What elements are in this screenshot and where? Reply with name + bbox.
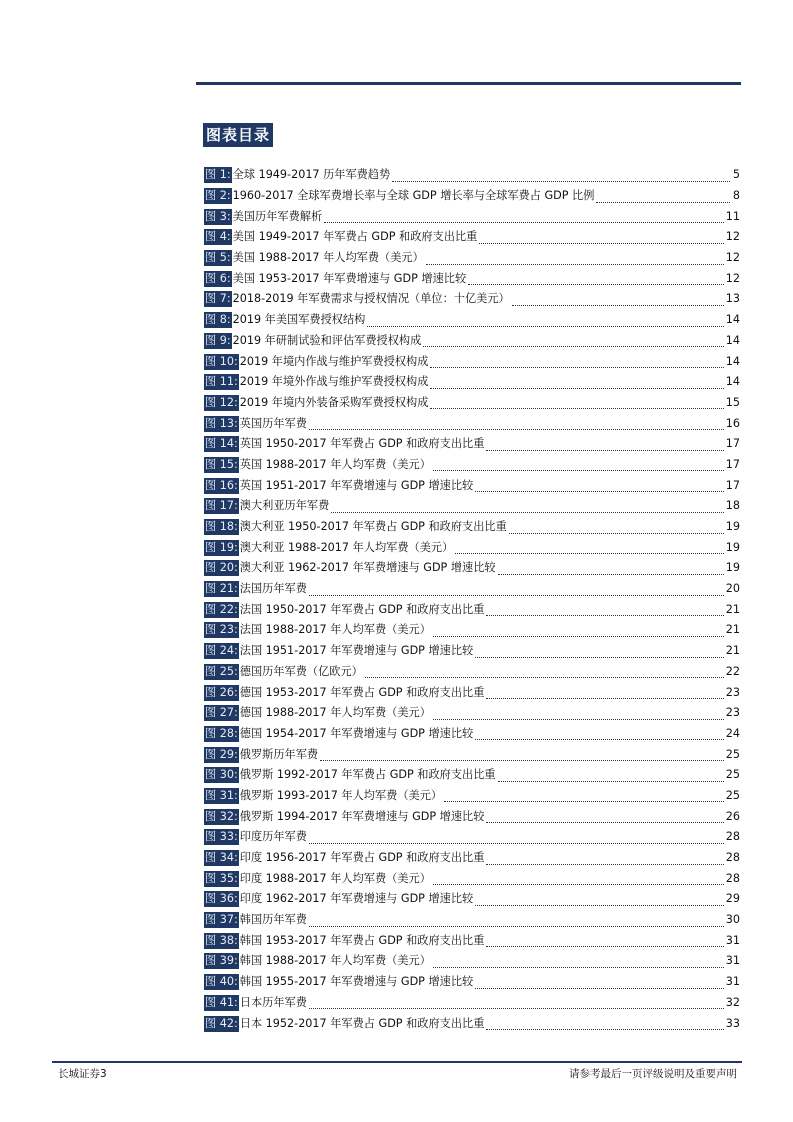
dot-leader	[430, 398, 723, 409]
toc-list	[204, 165, 740, 1034]
page-number: 22	[725, 664, 740, 678]
page-number: 13	[725, 292, 740, 306]
page-number: 11	[725, 209, 740, 223]
page-number: 21	[725, 644, 740, 658]
entry-title: 美国 1953-2017 年军费增速与 GDP 增速比较	[232, 271, 467, 285]
entry-title: 德国 1954-2017 年军费增速与 GDP 增速比较	[239, 726, 474, 740]
toc-entry[interactable]	[204, 744, 740, 765]
entry-title: 印度历年军费	[239, 830, 307, 844]
page-number: 8	[732, 189, 740, 203]
dot-leader	[365, 667, 724, 678]
toc-entry[interactable]	[204, 765, 740, 786]
page-number: 25	[725, 768, 740, 782]
page-number: 16	[725, 416, 740, 430]
toc-entry[interactable]	[204, 786, 740, 807]
entry-title: 2019 年境外作战与维护军费授权构成	[239, 375, 429, 389]
page-number: 31	[725, 975, 740, 989]
page-number: 20	[725, 582, 740, 596]
figure-label: 图 22:	[205, 602, 238, 616]
figure-label: 图 37:	[205, 913, 238, 927]
entry-title: 澳大利亚 1950-2017 年军费占 GDP 和政府支出比重	[239, 520, 507, 534]
dot-leader	[433, 709, 724, 720]
toc-entry[interactable]	[204, 1013, 740, 1034]
toc-entry[interactable]	[204, 434, 740, 455]
toc-entry[interactable]	[204, 393, 740, 414]
figure-label: 图 30:	[205, 768, 238, 782]
figure-label: 图 1:	[205, 168, 231, 182]
entry-title: 英国 1988-2017 年人均军费（美元）	[239, 457, 431, 471]
page-number: 5	[732, 168, 740, 182]
dot-leader	[433, 460, 724, 471]
dot-leader	[475, 729, 724, 740]
dot-leader	[475, 647, 724, 658]
page-number: 25	[725, 788, 740, 802]
toc-entry[interactable]	[204, 993, 740, 1014]
dot-leader	[309, 916, 724, 927]
page-number: 12	[725, 271, 740, 285]
figure-label: 图 38:	[205, 933, 238, 947]
toc-entry[interactable]	[204, 682, 740, 703]
entry-title: 美国 1988-2017 年人均军费（美元）	[232, 251, 424, 265]
figure-label: 图 23:	[205, 623, 238, 637]
figure-label: 图 12:	[205, 395, 238, 409]
entry-title: 韩国历年军费	[239, 913, 307, 927]
toc-entry[interactable]	[204, 620, 740, 641]
dot-leader	[486, 812, 723, 823]
dot-leader	[433, 626, 724, 637]
toc-entry[interactable]	[204, 351, 740, 372]
page-number: 28	[725, 851, 740, 865]
page-number: 17	[725, 437, 740, 451]
figure-label: 图 3:	[205, 209, 231, 223]
figure-label: 图 8:	[205, 313, 231, 327]
figure-label: 图 24:	[205, 644, 238, 658]
figure-label: 图 42:	[205, 1016, 238, 1030]
dot-leader	[392, 171, 730, 182]
page-number: 19	[725, 561, 740, 575]
figure-label: 图 40:	[205, 975, 238, 989]
page-number: 18	[725, 499, 740, 513]
figure-label: 图 2:	[205, 189, 231, 203]
entry-title: 法国 1988-2017 年人均军费（美元）	[239, 623, 431, 637]
figure-label: 图 28:	[205, 726, 238, 740]
entry-title: 2019 年研制试验和评估军费授权构成	[232, 333, 422, 347]
figure-label: 图 17:	[205, 499, 238, 513]
figure-label: 图 25:	[205, 664, 238, 678]
entry-title: 全球 1949-2017 历年军费趋势	[232, 168, 391, 182]
page-number: 17	[725, 457, 740, 471]
toc-entry[interactable]	[204, 475, 740, 496]
dot-leader	[367, 316, 723, 327]
dot-leader	[498, 771, 724, 782]
toc-entry[interactable]	[204, 289, 740, 310]
figure-label: 图 41:	[205, 995, 238, 1009]
toc-entry[interactable]	[204, 310, 740, 331]
entry-title: 俄罗斯 1992-2017 年军费占 GDP 和政府支出比重	[239, 768, 496, 782]
figure-label: 图 5:	[205, 251, 231, 265]
dot-leader	[430, 378, 723, 389]
toc-entry[interactable]	[204, 724, 740, 745]
toc-entry[interactable]	[204, 331, 740, 352]
toc-entry[interactable]	[204, 455, 740, 476]
dot-leader	[479, 233, 723, 244]
page-number: 28	[725, 871, 740, 885]
entry-title: 德国 1988-2017 年人均军费（美元）	[239, 706, 431, 720]
entry-title: 韩国 1988-2017 年人均军费（美元）	[239, 954, 431, 968]
entry-title: 英国 1950-2017 年军费占 GDP 和政府支出比重	[239, 437, 485, 451]
entry-title: 俄罗斯 1993-2017 年人均军费（美元）	[239, 788, 443, 802]
figure-label: 图 35:	[205, 871, 238, 885]
entry-title: 2018-2019 年军费需求与授权情况（单位：十亿美元）	[232, 292, 510, 306]
page-number: 17	[725, 478, 740, 492]
toc-entry[interactable]	[204, 910, 740, 931]
dot-leader	[433, 957, 724, 968]
toc-entry[interactable]	[204, 268, 740, 289]
toc-entry[interactable]	[204, 186, 740, 207]
toc-entry[interactable]	[204, 496, 740, 517]
page-number: 28	[725, 830, 740, 844]
entry-title: 法国 1950-2017 年军费占 GDP 和政府支出比重	[239, 602, 485, 616]
toc-entry[interactable]	[204, 248, 740, 269]
figure-label: 图 31:	[205, 788, 238, 802]
page-number: 19	[725, 520, 740, 534]
dot-leader	[309, 585, 724, 596]
toc-entry[interactable]	[204, 165, 740, 186]
toc-entry[interactable]	[204, 868, 740, 889]
dot-leader	[498, 564, 724, 575]
toc-entry[interactable]	[204, 806, 740, 827]
page-number: 19	[725, 540, 740, 554]
figure-label: 图 20:	[205, 561, 238, 575]
entry-title: 日本历年军费	[239, 995, 307, 1009]
dot-leader	[486, 1019, 723, 1030]
dot-leader	[426, 254, 724, 265]
figure-label: 图 14:	[205, 437, 238, 451]
figure-label: 图 10:	[205, 354, 238, 368]
toc-entry[interactable]	[204, 930, 740, 951]
toc-entry[interactable]	[204, 641, 740, 662]
figure-label: 图 6:	[205, 271, 231, 285]
entry-title: 1960-2017 全球军费增长率与全球 GDP 增长率与全球军费占 GDP 比例	[232, 189, 595, 203]
entry-title: 俄罗斯 1994-2017 年军费增速与 GDP 增速比较	[239, 809, 485, 823]
dot-leader	[475, 978, 724, 989]
toc-entry[interactable]	[204, 972, 740, 993]
figure-label: 图 4:	[205, 230, 231, 244]
dot-leader	[444, 791, 724, 802]
entry-title: 韩国 1955-2017 年军费增速与 GDP 增速比较	[239, 975, 474, 989]
toc-entry[interactable]	[204, 703, 740, 724]
page-number: 24	[725, 726, 740, 740]
figure-label: 图 29:	[205, 747, 238, 761]
page-number: 14	[725, 333, 740, 347]
figure-label: 图 27:	[205, 706, 238, 720]
entry-title: 英国 1951-2017 年军费增速与 GDP 增速比较	[239, 478, 474, 492]
figure-label: 图 34:	[205, 851, 238, 865]
toc-entry[interactable]	[204, 599, 740, 620]
dot-leader	[475, 481, 724, 492]
dot-leader	[486, 688, 723, 699]
page-number: 21	[725, 623, 740, 637]
dot-leader	[509, 523, 724, 534]
dot-leader	[423, 336, 723, 347]
dot-leader	[331, 502, 723, 513]
entry-title: 法国 1951-2017 年军费增速与 GDP 增速比较	[239, 644, 474, 658]
dot-leader	[309, 998, 724, 1009]
page-number: 15	[725, 395, 740, 409]
figure-label: 图 11:	[205, 375, 238, 389]
figure-label: 图 15:	[205, 457, 238, 471]
dot-leader	[430, 357, 723, 368]
figure-label: 图 19:	[205, 540, 238, 554]
entry-title: 德国 1953-2017 年军费占 GDP 和政府支出比重	[239, 685, 485, 699]
entry-title: 韩国 1953-2017 年军费占 GDP 和政府支出比重	[239, 933, 485, 947]
dot-leader	[512, 295, 724, 306]
toc-entry[interactable]	[204, 662, 740, 683]
dot-leader	[468, 274, 724, 285]
page-number: 31	[725, 954, 740, 968]
toc-entry[interactable]	[204, 827, 740, 848]
toc-entry[interactable]	[204, 227, 740, 248]
entry-title: 2019 年美国军费授权结构	[232, 313, 366, 327]
page-number: 32	[725, 995, 740, 1009]
entry-title: 法国历年军费	[239, 582, 307, 596]
page-number: 12	[725, 230, 740, 244]
toc-entry[interactable]	[204, 951, 740, 972]
entry-title: 印度 1956-2017 年军费占 GDP 和政府支出比重	[239, 851, 485, 865]
entry-title: 美国历年军费解析	[232, 209, 323, 223]
dot-leader	[324, 212, 724, 223]
toc-entry[interactable]	[204, 558, 740, 579]
entry-title: 2019 年境内作战与维护军费授权构成	[239, 354, 429, 368]
entry-title: 美国 1949-2017 年军费占 GDP 和政府支出比重	[232, 230, 478, 244]
entry-title: 俄罗斯历年军费	[239, 747, 319, 761]
figure-label: 图 21:	[205, 582, 238, 596]
dot-leader	[596, 192, 730, 203]
entry-title: 英国历年军费	[239, 416, 307, 430]
figure-label: 图 18:	[205, 520, 238, 534]
page-number: 29	[725, 892, 740, 906]
page-number: 25	[725, 747, 740, 761]
entry-title: 澳大利亚 1962-2017 年军费增速与 GDP 增速比较	[239, 561, 496, 575]
toc-entry[interactable]	[204, 413, 740, 434]
toc-entry[interactable]	[204, 537, 740, 558]
toc-entry[interactable]	[204, 579, 740, 600]
toc-entry[interactable]	[204, 372, 740, 393]
toc-title: 图表目录	[203, 123, 273, 147]
page-number: 12	[725, 251, 740, 265]
entry-title: 澳大利亚历年军费	[239, 499, 330, 513]
dot-leader	[455, 543, 723, 554]
page-number: 14	[725, 375, 740, 389]
entry-title: 日本 1952-2017 年军费占 GDP 和政府支出比重	[239, 1016, 485, 1030]
page-number: 31	[725, 933, 740, 947]
footer-rule	[52, 1061, 742, 1063]
figure-label: 图 36:	[205, 892, 238, 906]
page-number: 14	[725, 354, 740, 368]
entry-title: 2019 年境内外装备采购军费授权构成	[239, 395, 429, 409]
toc-entry[interactable]	[204, 889, 740, 910]
entry-title: 澳大利亚 1988-2017 年人均军费（美元）	[239, 540, 454, 554]
figure-label: 图 33:	[205, 830, 238, 844]
entry-title: 印度 1988-2017 年人均军费（美元）	[239, 871, 431, 885]
page-number: 23	[725, 685, 740, 699]
figure-label: 图 32:	[205, 809, 238, 823]
dot-leader	[486, 936, 723, 947]
toc-entry[interactable]	[204, 848, 740, 869]
footer-company: 长城证券3	[58, 1068, 107, 1080]
dot-leader	[309, 833, 724, 844]
figure-label: 图 16:	[205, 478, 238, 492]
dot-leader	[475, 895, 724, 906]
footer-disclaimer: 请参考最后一页评级说明及重要声明	[569, 1068, 737, 1080]
page-number: 14	[725, 313, 740, 327]
dot-leader	[486, 440, 723, 451]
figure-label: 图 13:	[205, 416, 238, 430]
figure-label: 图 39:	[205, 954, 238, 968]
page-number: 30	[725, 913, 740, 927]
entry-title: 德国历年军费（亿欧元）	[239, 664, 363, 678]
figure-label: 图 7:	[205, 292, 231, 306]
page-number: 21	[725, 602, 740, 616]
page-number: 33	[725, 1016, 740, 1030]
toc-entry[interactable]	[204, 206, 740, 227]
figure-label: 图 9:	[205, 333, 231, 347]
header-rule	[196, 82, 741, 85]
dot-leader	[309, 419, 724, 430]
page-number: 26	[725, 809, 740, 823]
dot-leader	[433, 874, 724, 885]
figure-label: 图 26:	[205, 685, 238, 699]
dot-leader	[320, 750, 724, 761]
entry-title: 印度 1962-2017 年军费增速与 GDP 增速比较	[239, 892, 474, 906]
dot-leader	[486, 605, 723, 616]
dot-leader	[486, 854, 723, 865]
toc-entry[interactable]	[204, 517, 740, 538]
page-number: 23	[725, 706, 740, 720]
